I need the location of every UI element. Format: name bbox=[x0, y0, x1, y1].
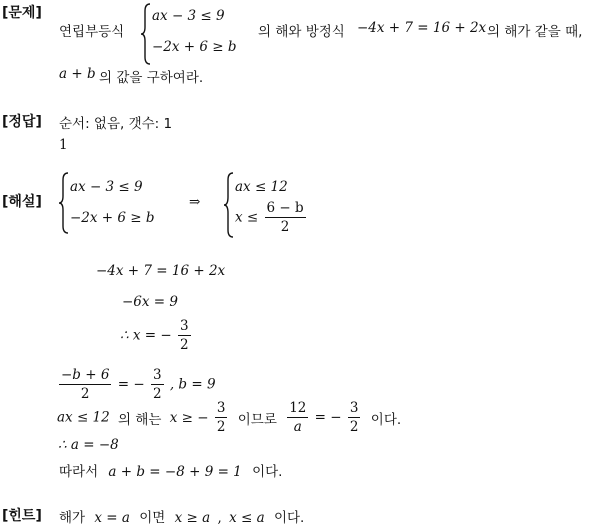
equation-step-3-numerator: 3 bbox=[180, 318, 189, 334]
equation-step-3-denominator: 2 bbox=[180, 337, 189, 353]
explanation-line-4 bbox=[59, 460, 282, 480]
line2-fraction-numerator: 3 bbox=[216, 400, 226, 416]
problem-system-brace bbox=[140, 3, 152, 65]
problem-mid-text: 의 해와 방정식 bbox=[258, 24, 345, 40]
line2-fraction3-numerator: 3 bbox=[349, 400, 359, 416]
problem-line2-text: 의 값을 구하여라. bbox=[99, 70, 204, 86]
problem-tail-text: 의 해가 같을 때, bbox=[487, 24, 583, 40]
system-b-fraction-denominator: 2 bbox=[265, 217, 306, 235]
line2-fraction3-denominator: 2 bbox=[349, 419, 359, 435]
hint-text-3: 이다. bbox=[273, 510, 305, 526]
hint-tag: [힌트] bbox=[2, 508, 42, 524]
explanation-system-a-brace bbox=[58, 172, 70, 234]
line4-text-end: 이다. bbox=[252, 464, 283, 480]
explanation-system-b-line2 bbox=[235, 200, 308, 235]
line1-fraction2-denominator: 2 bbox=[152, 386, 162, 402]
line2-fraction2-denominator: a bbox=[287, 417, 308, 435]
problem-system-line2: −2x + 6 ≥ b bbox=[152, 39, 237, 55]
answer-line1: 순서: 없음, 갯수: 1 bbox=[59, 116, 173, 132]
explanation-line-3: ∴ a = −8 bbox=[58, 437, 119, 453]
system-b-line2-left: x ≤ bbox=[235, 209, 259, 226]
system-b-fraction-numerator: 6 − b bbox=[266, 200, 304, 216]
problem-line2-math: a + b bbox=[59, 66, 96, 82]
line4-text-thus: 따라서 bbox=[59, 464, 99, 480]
line2-text-end: 이다. bbox=[370, 411, 402, 428]
line2-inequality: ax ≤ 12 bbox=[57, 409, 110, 426]
line2-x-geq: x ≥ − bbox=[169, 409, 209, 426]
line1-tail: , b = 9 bbox=[169, 376, 216, 393]
equation-step-1: −4x + 7 = 16 + 2x bbox=[96, 263, 226, 279]
explanation-tag: [해설] bbox=[2, 194, 42, 210]
answer-line2: 1 bbox=[59, 137, 68, 153]
implies-arrow: ⇒ bbox=[189, 194, 201, 210]
hint-math-1: x = a bbox=[94, 510, 130, 526]
line2-equals: = − bbox=[314, 409, 342, 426]
explanation-system-b-line1: ax ≤ 12 bbox=[235, 179, 288, 195]
hint-math-3: x ≤ a bbox=[229, 510, 265, 526]
line1-equals: = − bbox=[117, 376, 145, 393]
line4-sum: a + b = −8 + 9 = 1 bbox=[108, 464, 242, 480]
line2-fraction-denominator: 2 bbox=[216, 419, 226, 435]
line2-fraction2-numerator: 12 bbox=[289, 400, 307, 416]
hint-line bbox=[59, 506, 304, 526]
explanation-line-1 bbox=[57, 367, 216, 402]
explanation-system-b-brace bbox=[223, 172, 235, 238]
problem-system-line1: ax − 3 ≤ 9 bbox=[152, 8, 225, 24]
hint-math-2: x ≥ a bbox=[174, 510, 211, 526]
hint-comma: , bbox=[217, 510, 222, 526]
line2-text-therefore: 이므로 bbox=[237, 411, 277, 428]
explanation-line-2 bbox=[57, 400, 401, 435]
equation-step-3-left: ∴ x = − bbox=[120, 327, 172, 344]
explanation-system-a-line1: ax − 3 ≤ 9 bbox=[70, 179, 143, 195]
line1-fraction2-numerator: 3 bbox=[152, 367, 162, 383]
problem-equation: −4x + 7 = 16 + 2x bbox=[357, 20, 487, 36]
explanation-system-a-line2: −2x + 6 ≥ b bbox=[70, 210, 155, 226]
line1-fraction-denominator: 2 bbox=[59, 384, 111, 402]
line2-text-solution: 의 해는 bbox=[118, 411, 162, 428]
problem-intro: 연립부등식 bbox=[59, 24, 125, 40]
problem-tag: [문제] bbox=[2, 5, 42, 21]
answer-tag: [정답] bbox=[2, 114, 42, 130]
line1-fraction-numerator: −b + 6 bbox=[61, 367, 110, 383]
equation-step-3 bbox=[120, 318, 193, 353]
hint-text-2: 이면 bbox=[139, 510, 166, 526]
equation-step-2: −6x = 9 bbox=[122, 294, 178, 310]
hint-text-1: 해가 bbox=[59, 510, 86, 526]
